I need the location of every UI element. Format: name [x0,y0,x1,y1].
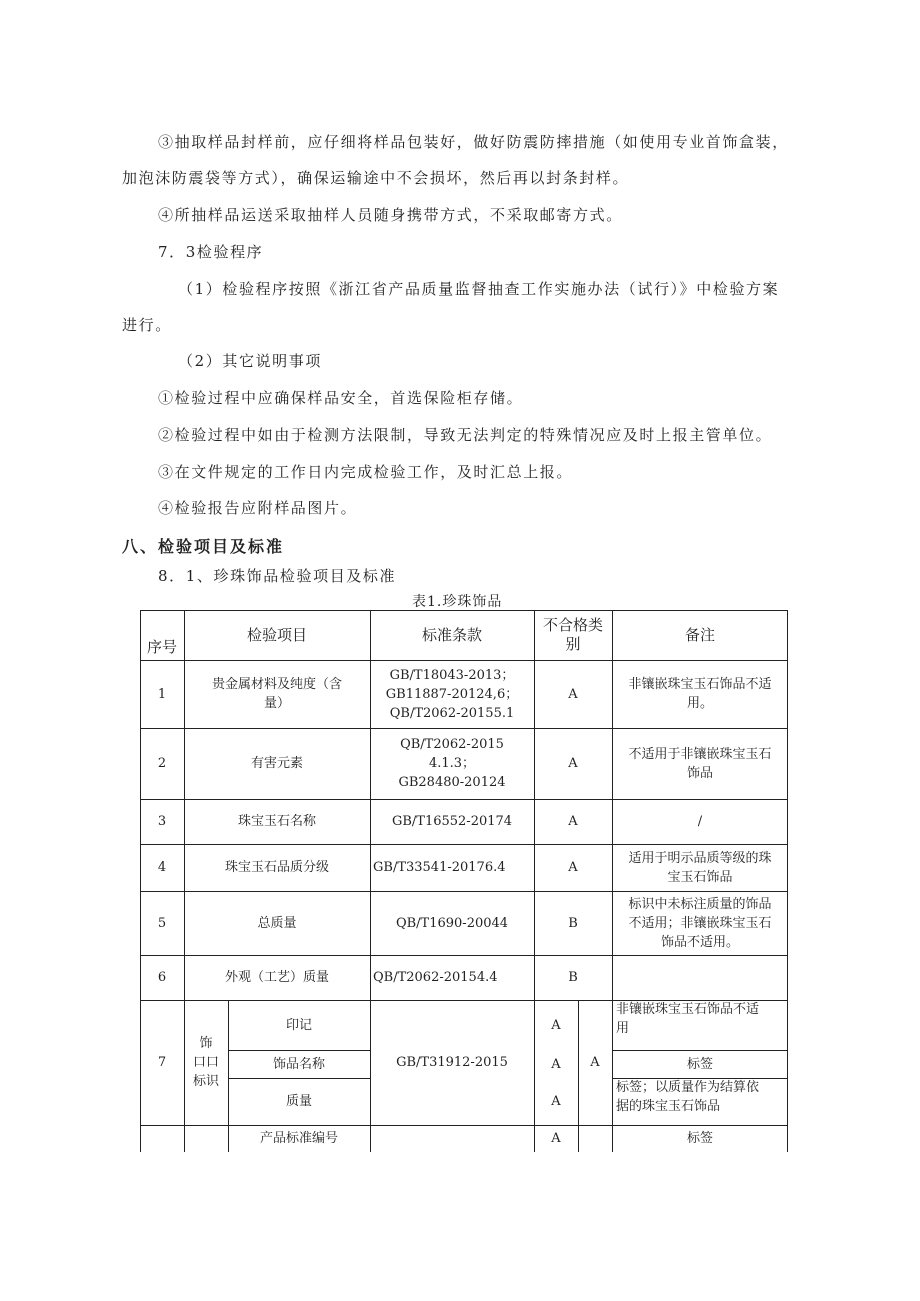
row6-no: 6 [157,970,167,985]
row3-remark: / [697,814,703,829]
row7-sub1-remark [612,1000,788,1050]
row2-remark-line2: 饰品 [686,765,713,781]
row2-category: A [568,756,578,771]
row3-no: 3 [157,814,167,829]
row7-standard: GB/T31912-2015 [396,1055,508,1070]
header-remark [612,610,788,660]
row1-remark-line1: 非镶嵌珠宝玉石饰品不适 [628,677,772,692]
row1-item-line1: 贵金属材料及纯度（含 [211,677,342,692]
row6-standard: QB/T2062-20154.4 [373,970,498,985]
row3-category: A [568,814,578,829]
row7-sub2-category: A [551,1056,561,1072]
row4-category: A [568,860,578,875]
row5-remark-line2: 不适用；非镶嵌珠宝玉石 [628,915,772,931]
section-heading-8: 八、检验项目及标准 [122,537,285,556]
row7-sub3-item: 质量 [285,1094,312,1109]
paragraph-note-4: ④检验报告应附样品图片。 [158,499,358,517]
header-standard [370,610,534,660]
row3-item: 珠宝玉石名称 [237,814,316,829]
row3-standard: GB/T16552-20174 [391,814,513,829]
row7-sub4-item: 产品标准编号 [259,1131,338,1146]
row5-item: 总质量 [257,915,297,931]
row2-standard-line1: QB/T2062-2015 [400,737,504,752]
row1-standard-line3: QB/T2062-20155.1 [389,705,515,721]
row7-group-category: A [590,1055,600,1070]
row1-standard-line1: GB/T18043-2013； [389,667,515,683]
header-no [140,634,184,660]
row7-sub1-category: A [551,1017,561,1033]
row1-category: A [568,686,578,702]
table-caption: 表1.珍珠饰品 [412,594,503,610]
row7-no: 7 [157,1055,167,1070]
paragraph-note-1: ①检验过程中应确保样品安全，首选保险柜存储。 [158,389,524,407]
paragraph-note-3: ③在文件规定的工作日内完成检验工作，及时汇总上报。 [158,463,574,481]
header-item [184,610,370,660]
row7-sub1-remark-line2: 用 [616,1021,630,1036]
row7-sub3-category: A [551,1094,561,1109]
row7-group-label [184,1000,228,1125]
row7-sub1-item: 印记 [285,1017,312,1033]
row2-remark-line1: 不适用于非镶嵌珠宝玉石 [628,746,772,762]
row1-standard [370,660,534,728]
paragraph-procedure-line2: 进行。 [122,316,172,334]
row7-sub2-remark: 标签 [686,1056,713,1072]
paragraph-note-2: ②检验过程中如由于检测方法限制，导致无法判定的特殊情况应及时上报主管单位。 [158,426,773,444]
row5-no: 5 [157,915,167,931]
subsection-heading-8-1: 8．1、珍珠饰品检验项目及标准 [158,567,397,585]
paragraph-sealing-line1: ③抽取样品封样前，应仔细将样品包装好，做好防震防摔措施（如使用专业首饰盒装， [158,133,789,151]
row7-sub3-remark-line2: 据的珠宝玉石饰品 [616,1099,721,1114]
row4-no: 4 [157,860,167,875]
row5-remark-line3: 饰品不适用。 [660,934,739,950]
row7-sub4-category: A [551,1131,561,1146]
row1-remark-line2: 用。 [686,696,713,711]
row7-sub3-remark [612,1078,788,1125]
row4-item: 珠宝玉石品质分级 [224,860,329,875]
row2-item: 有害元素 [250,756,303,771]
row4-remark-line1: 适用于明示品质等级的珠 [628,850,772,866]
row2-standard [370,728,534,799]
header-category-line1: 不合格类 [542,616,603,634]
header-category [534,610,612,660]
heading-inspection-procedure: 7．3检验程序 [158,243,264,261]
row6-category: B [568,970,578,985]
row1-remark [612,660,788,728]
row5-remark-line1: 标识中未标注质量的饰品 [628,896,772,912]
row2-no: 2 [157,756,167,771]
row5-remark [612,891,788,955]
header-item-label: 检验项目 [246,625,307,644]
row2-standard-line2: 4.1.3； [428,756,476,771]
row4-remark-line2: 宝玉石饰品 [667,869,733,885]
row7-sub4-remark: 标签 [686,1131,713,1146]
header-standard-label: 标准条款 [421,625,482,644]
row7-sub2-item: 饰品名称 [272,1056,325,1072]
paragraph-procedure-line1: （1）检验程序按照《浙江省产品质量监督抽查工作实施办法（试行）》中检验方案 [178,280,780,298]
inspection-items-table [140,610,788,1152]
row7-group-line2: 口口 [192,1055,219,1070]
row6-item: 外观（工艺）质量 [224,970,329,985]
paragraph-sealing-line2: 加泡沫防震袋等方式），确保运输途中不会损坏，然后再以封条封样。 [122,169,630,187]
row4-standard: GB/T33541-20176.4 [373,860,506,875]
header-category-line2: 别 [565,635,581,653]
row5-standard: QB/T1690-20044 [395,915,509,931]
row4-remark [612,844,788,891]
row2-remark [612,728,788,799]
row7-sub3-remark-line1: 标签；以质量作为结算依 [616,1080,760,1095]
row1-item-line2: 量） [263,696,290,711]
row2-standard-line3: GB28480-20124 [398,775,506,790]
row7-sub1-remark-line1: 非镶嵌珠宝玉石饰品不适 [616,1002,760,1017]
row1-standard-line2: GB11887-20124,6； [385,686,519,702]
row7-group-line3: 标识 [192,1074,219,1089]
header-remark-label: 备注 [684,625,715,644]
paragraph-other-notes: （2）其它说明事项 [178,352,322,370]
row5-category: B [568,915,578,931]
paragraph-transport: ④所抽样品运送采取抽样人员随身携带方式，不采取邮寄方式。 [158,206,623,224]
row6-remark [612,955,788,1000]
header-no-label: 序号 [146,637,177,656]
row1-no: 1 [157,686,167,702]
row1-item [184,660,370,728]
row7-group-line1: 饰 [199,1036,213,1051]
